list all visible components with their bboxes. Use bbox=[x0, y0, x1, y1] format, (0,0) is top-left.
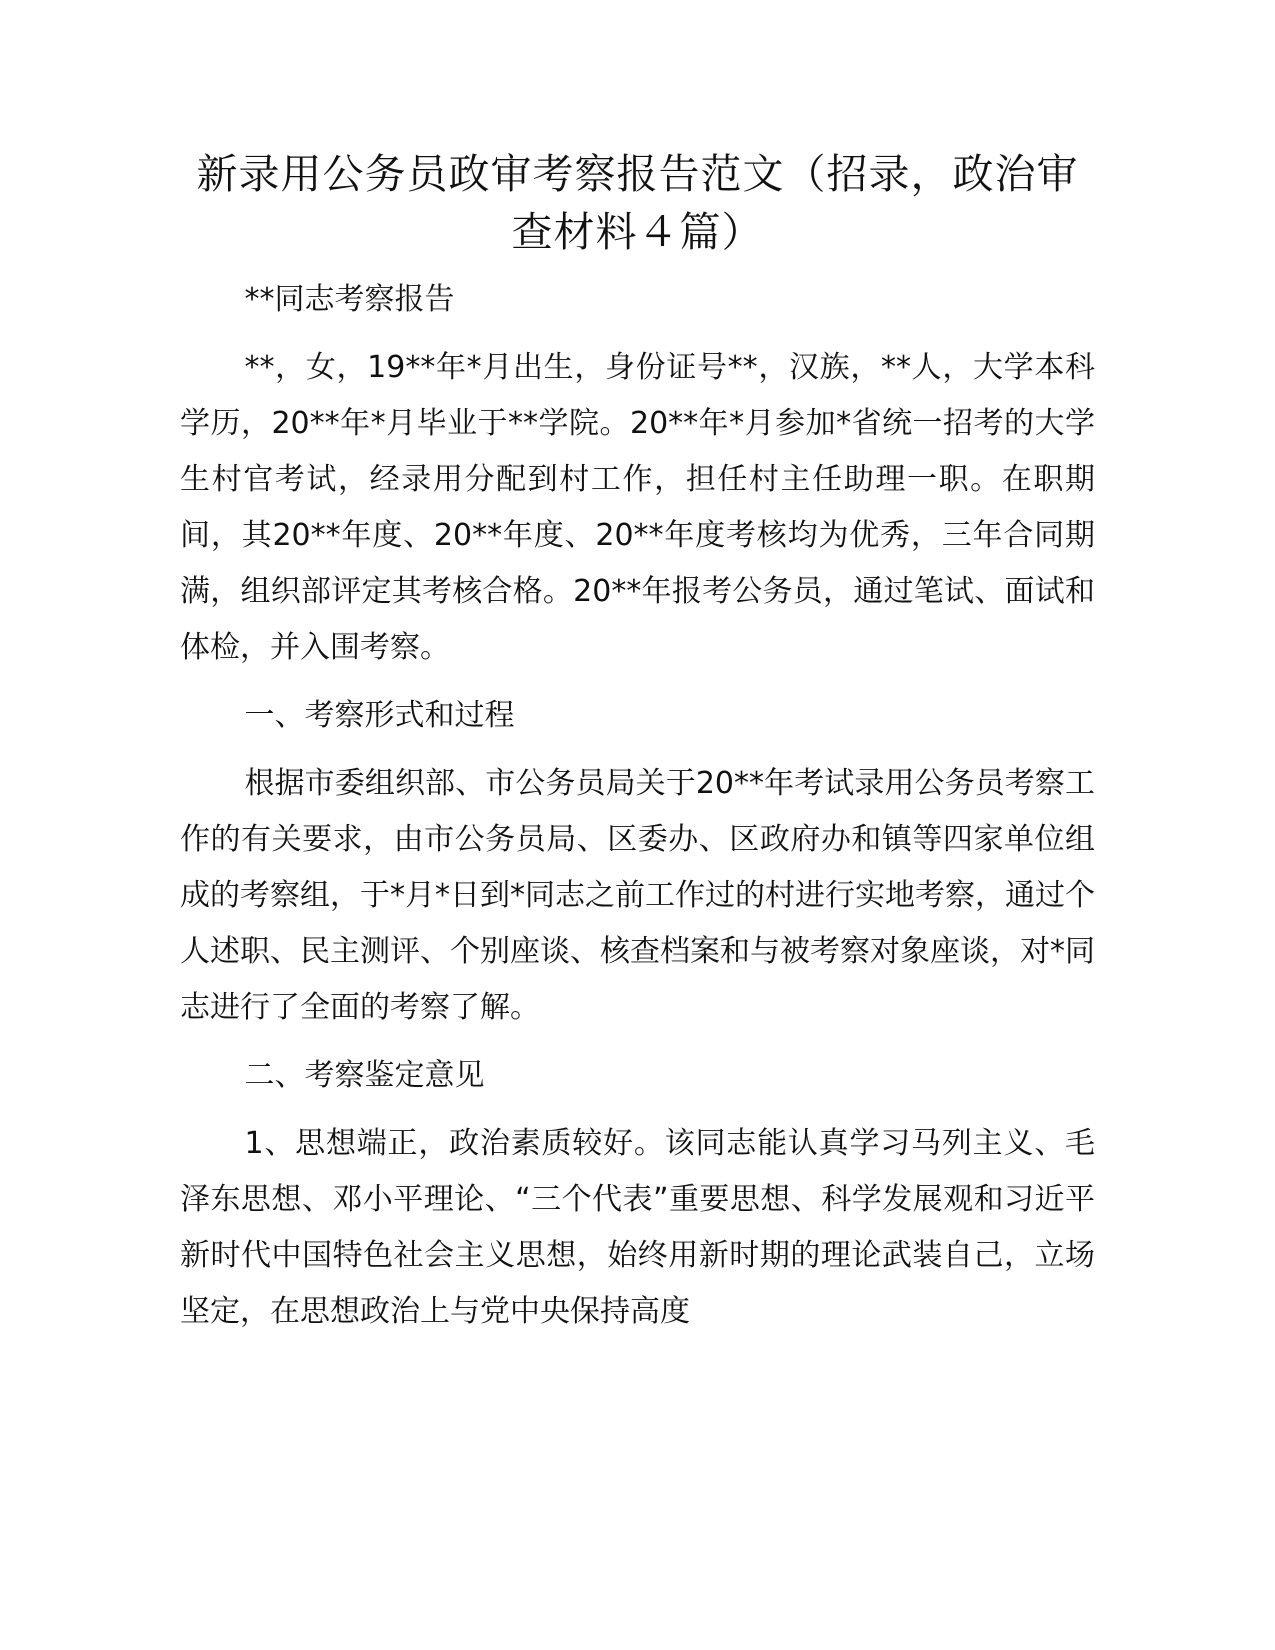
document-body bbox=[180, 272, 1095, 1352]
paragraph-political-quality: 1、思想端正，政治素质较好。该同志能认真学习马列主义、毛泽东思想、邓小平理论、“三个代表”重要思想、科学发展观和习近平新时代中国特色社会主义思想，始终用新时期的理论武装自己，立场坚定，在思想政治上与党中央保持高度 bbox=[180, 1126, 1095, 1329]
section-heading-form-process: 一、考察形式和过程 bbox=[244, 698, 515, 733]
report-heading: **同志考察报告 bbox=[244, 282, 455, 317]
paragraph-personal-info: **，女，19**年*月出生，身份证号**，汉族，**人，大学本科学历，20**年*月毕业于**学院。20**年*月参加*省统一招考的大学生村官考试，经录用分配到村工作，担任村主任助理一职。在职期间，其20**年度、20**年度、20**年度考核均为优秀，三年合同期满，组织部评定其考核合格。20**年报考公务员，通过笔试、面试和体检，并入围考察。 bbox=[180, 350, 1095, 665]
section-heading-appraisal: 二、考察鉴定意见 bbox=[244, 1058, 485, 1093]
document-title: 新录用公务员政审考察报告范文（招录，政治审查材料４篇） bbox=[196, 150, 1079, 256]
paragraph-inspection-process: 根据市委组织部、市公务员局关于20**年考试录用公务员考察工作的有关要求，由市公务员局、区委办、区政府办和镇等四家单位组成的考察组，于*月*日到*同志之前工作过的村进行实地考察，通过个人述职、民主测评、个别座谈、核查档案和与被考察对象座谈，对*同志进行了全面的考察了解。 bbox=[180, 766, 1095, 1025]
